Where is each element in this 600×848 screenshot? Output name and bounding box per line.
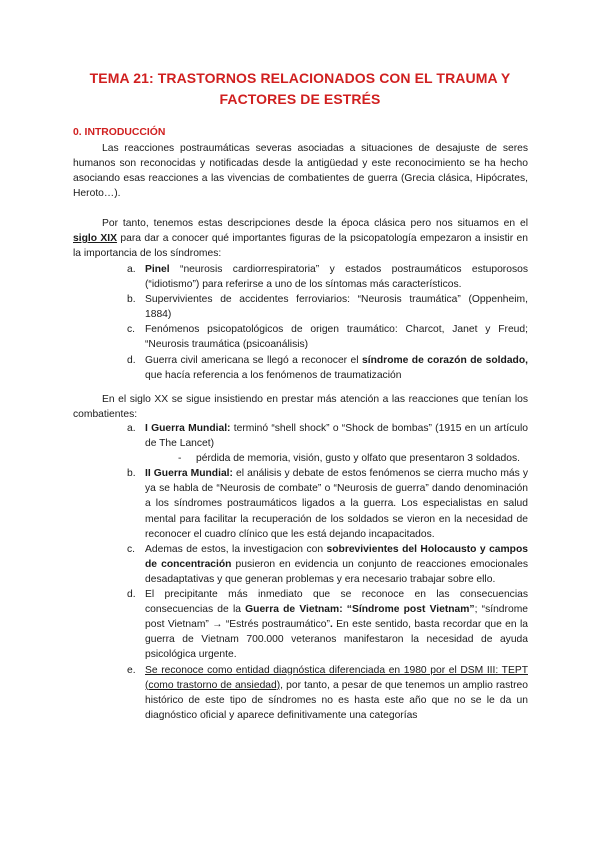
sub-list-item: - pérdida de memoria, visión, gusto y olfato que presentaron 3 soldados.: [178, 453, 520, 465]
wars-list: [127, 421, 528, 723]
list-item: e. Se reconoce como entidad diagnóstica diferenciada en 1980 por el DSM III: TEPT (como trastorno de ansiedad), por tanto, a pesar de que tenemos un amplio rastreo histórico de este tipo de síndromes no es hasta este año que no se le da un diagnóstico oficial y aparece definitivamente una categorías: [127, 664, 528, 721]
list-item: c. Fenómenos psicopatológicos de origen traumático: Charcot, Janet y Freud; “Neurosis traumática (psicoanálisis): [127, 324, 528, 351]
section-heading: 0. INTRODUCCIÓN: [73, 127, 166, 138]
list-item: b. Supervivientes de accidentes ferroviarios: “Neurosis traumática” (Oppenheim, 1884): [127, 294, 528, 321]
list-item: b. II Guerra Mundial: el análisis y debate de estos fenómenos se cierra mucho más y ya se habla de “Neurosis de combate” o “Neurosis de guerra” dando denominación a los síndromes postraumáticos ligados a la guerra. Los especialistas en salud mental para facilitar la recuperación de los soldados se vieron en la necesidad de reconocer el cuadro clínico que les está dejando incapacitados.: [127, 468, 528, 540]
list-item: d. El precipitante más inmediato que se reconoce en las consecuencias consecuencias de la Guerra de Vietnam: “Síndrome post Vietnam”; “síndrome post Vietnam” → “Estrés postraumático”. En este sentido, basta recordar que en la guerra de Vietnam 700.000 veteranos manifestaron la necesidad de ayuda psicológica urgente.: [127, 589, 528, 661]
list-item: d. Guerra civil americana se llegó a reconocer el síndrome de corazón de soldado, que hacía referencia a los fenómenos de traumatización: [127, 354, 528, 381]
century-highlight: siglo XIX: [73, 233, 118, 245]
intro-paragraph-2: Por tanto, tenemos estas descripciones desde la época clásica pero nos situamos en el siglo XIX para dar a conocer qué importantes figuras de la psicopatología empezaron a insistir en la importancia de los síndromes:: [73, 218, 528, 260]
title-line-1: TEMA 21: TRASTORNOS RELACIONADOS CON EL TRAUMA Y: [89, 70, 511, 86]
list-item: c. Ademas de estos, la investigacion con sobrevivientes del Holocausto y campos de concentración pusieron en evidencia un conjunto de reacciones emocionales desadaptativas y que generan problemas y era necesario trabajar sobre ello.: [127, 543, 528, 585]
title-line-2: FACTORES DE ESTRÉS: [219, 91, 381, 107]
list-item: a. Pinel “neurosis cardiorrespiratoria” y estados postraumáticos estuporosos (“idiotismo”) para referirse a uno de los síntomas más característicos.: [127, 264, 528, 291]
figures-list: [127, 262, 528, 383]
list-item: a. I Guerra Mundial: terminó “shell shock” o “Shock de bombas” (1915 en un artículo de The Lancet) - pérdida de memoria, visión, gusto y olfato que presentaron 3 soldados.: [127, 421, 528, 466]
intro-paragraph-1: Las reacciones postraumáticas severas asociadas a situaciones de desajuste de seres humanos son reconocidas y notificadas desde la antigüedad y este reconocimiento se ha hecho asociando esas reacciones a las vivencias de combatientes de guerra (Grecia clásica, Hipócrates, Heroto…).: [73, 143, 528, 200]
intro-paragraph-3: En el siglo XX se sigue insistiendo en prestar más atención a las reacciones que tenían los combatientes:: [73, 394, 528, 421]
document-title: [60, 68, 540, 110]
